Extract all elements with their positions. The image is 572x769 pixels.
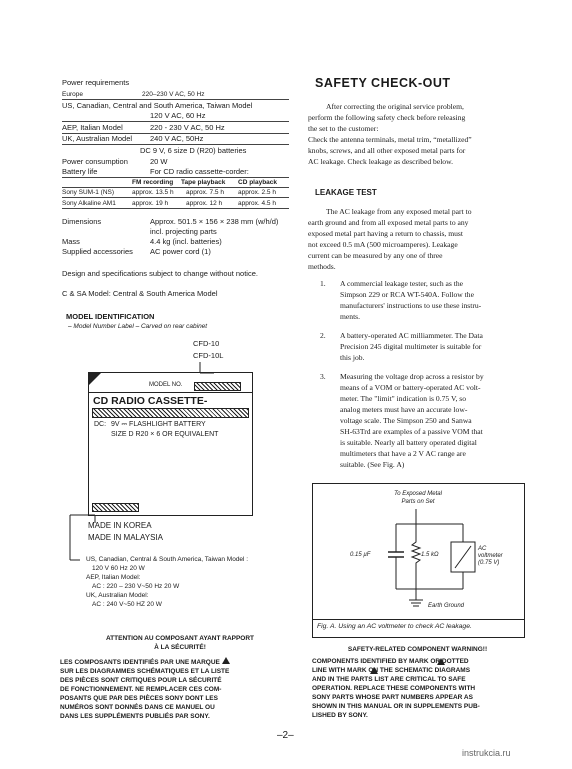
fig-top-1: To Exposed Metal xyxy=(394,491,442,497)
method-line: Simpson 229 or RCA WT-540A. Follow the xyxy=(340,290,474,299)
method-line: A commercial leakage tester, such as the xyxy=(340,279,464,288)
method-num: 1. xyxy=(320,279,326,288)
attention-line: DE FONCTIONNEMENT. NE REMPLACER CES COM- xyxy=(60,686,222,693)
spec-uk: UK, Australian Model xyxy=(62,134,133,143)
attention-line: NUMÉROS SONT DONNÉS DANS CE MANUEL OU xyxy=(60,704,215,711)
fig-voltmeter-label xyxy=(478,546,503,567)
label-uk: UK, Australian Model: xyxy=(86,592,149,599)
label-divider xyxy=(89,392,252,393)
model-cfd10l: CFD-10L xyxy=(193,351,224,360)
made-in-korea: MADE IN KOREA xyxy=(88,521,152,530)
method-item xyxy=(320,278,525,322)
method-line: is suitable. Nearly all battery operated digital xyxy=(340,438,477,447)
warning-line: COMPONENTS IDENTIFIED BY MARK OR DOTTED xyxy=(312,658,469,665)
label-uk-v: AC : 240 V~50 HZ 20 W xyxy=(92,601,162,608)
label-brand: CD RADIO CASSETTE- xyxy=(93,395,208,407)
intro-line: AC leakage. Check leakage as described below. xyxy=(308,157,453,166)
table-cell: approx. 7.5 h xyxy=(186,189,224,196)
intro-line: knobs, screws, and all other exposed metal parts for xyxy=(308,146,466,155)
intro-line: After correcting the original service problem, xyxy=(326,102,464,111)
intro-line: Check the antenna terminals, metal trim, “metallized” xyxy=(308,135,472,144)
warning-line: OPERATION. REPLACE THESE COMPONENTS WITH xyxy=(312,685,476,692)
table-head-tape: Tape playback xyxy=(181,179,226,186)
method-num: 3. xyxy=(320,372,326,381)
warning-triangle-icon xyxy=(222,657,230,664)
csa-note: C & SA Model: Central & South America Model xyxy=(62,289,218,298)
fig-earth-label: Earth Ground xyxy=(428,603,465,609)
spec-consumption: Power consumption xyxy=(62,157,128,166)
warning-body xyxy=(312,657,527,720)
power-title: Power requirements xyxy=(62,78,130,87)
leak-line: not exceed 0.5 mA (500 microamperes). Leakage xyxy=(308,240,458,249)
attention-line: DANS LES SUPPLÉMENTS PUBLIÉS PAR SONY. xyxy=(60,713,210,720)
leak-line: current can be measured by any one of three xyxy=(308,251,443,260)
spec-mass-val: 4.4 kg (incl. batteries) xyxy=(150,237,222,246)
method-line: Measuring the voltage drop across a resistor by xyxy=(340,372,484,381)
spec-battery: Battery life xyxy=(62,167,98,176)
method-line: A battery-operated AC milliammeter. The Data xyxy=(340,331,483,340)
label-dc-spec1: 9V ⎓ FLASHLIGHT BATTERY xyxy=(111,421,206,428)
spec-aep: AEP, Italian Model xyxy=(62,123,123,132)
spec-battery-val: For CD radio cassette-corder: xyxy=(150,167,249,176)
intro-line: the set to the customer: xyxy=(308,124,379,133)
table-cell: Sony SUM-1 (NS) xyxy=(62,189,115,196)
label-hatch-bar xyxy=(92,408,249,418)
warning-title: SAFETY-RELATED COMPONENT WARNING!! xyxy=(347,646,488,653)
leak-line: methods. xyxy=(308,262,336,271)
label-dc: DC: xyxy=(94,421,107,428)
attention-line: DES PIÈCES SONT CRITIQUES POUR LA SÉCURITÉ xyxy=(60,677,222,684)
fig-resistor-label: 1.5 kΩ xyxy=(421,552,439,558)
leak-line: The AC leakage from any exposed metal part to xyxy=(326,207,472,216)
method-line: SH-63Trd are examples of a passive VOM that xyxy=(340,427,483,436)
made-in-malaysia: MADE IN MALAYSIA xyxy=(88,533,163,542)
warning-line: SHOWN IN THIS MANUAL OR IN SUPPLEMENTS PUB- xyxy=(312,703,480,710)
model-label xyxy=(88,372,253,516)
method-item xyxy=(320,330,525,363)
spec-accessories-val: AC power cord (1) xyxy=(150,247,211,256)
spec-europe-val: 220–230 V AC, 50 Hz xyxy=(142,91,205,98)
model-no-hatch xyxy=(194,382,241,391)
attention-title-2: À LA SÉCURITÉ! xyxy=(154,644,206,651)
fig-capacitor-label: 0.15 µF xyxy=(350,552,371,558)
spec-dc: DC 9 V, 6 size D (R20) batteries xyxy=(140,146,247,155)
method-line: manufacturers' instructions to use these instru- xyxy=(340,301,482,310)
spec-dimensions-val: Approx. 501.5 × 156 × 238 mm (w/h/d) xyxy=(150,217,279,226)
fig-vv: (0.75 V) xyxy=(478,560,500,566)
fig-vm: voltmeter xyxy=(478,553,503,559)
model-label-note: – Model Number Label – Carved on rear cabinet xyxy=(68,323,208,330)
spec-mass: Mass xyxy=(62,237,80,246)
attention-title-1: ATTENTION AU COMPOSANT AYANT RAPPORT xyxy=(105,635,255,642)
spec-accessories: Supplied accessories xyxy=(62,247,133,256)
spec-consumption-val: 20 W xyxy=(150,157,168,166)
table-cell: approx. 19 h xyxy=(132,200,169,207)
spec-uk-val: 240 V AC, 50Hz xyxy=(150,134,204,143)
fig-caption: Fig. A. Using an AC voltmeter to check AC leakage. xyxy=(317,623,472,630)
spec-us: US, Canadian, Central and South America, Taiwan Model xyxy=(62,101,253,110)
fig-caption-divider xyxy=(313,619,524,620)
label-aep-v: AC : 220 – 230 V~50 Hz 20 W xyxy=(92,583,180,590)
method-line: means of a VOM or battery-operated AC volt- xyxy=(340,383,481,392)
table-cell: approx. 13.5 h xyxy=(132,189,174,196)
warning-line: SONY PARTS WHOSE PART NUMBERS APPEAR AS xyxy=(312,694,473,701)
attention-line: SUR LES DIAGRAMMES SCHÉMATIQUES ET LA LISTE xyxy=(60,668,230,675)
spec-dimensions-val2: incl. projecting parts xyxy=(150,227,217,236)
spec-europe: Europe xyxy=(62,91,83,98)
fig-top-2: Parts on Set xyxy=(401,499,435,505)
table-cell: approx. 12 h xyxy=(186,200,223,207)
attention-body xyxy=(60,657,300,721)
method-line: analog meters must have an accurate low- xyxy=(340,405,468,414)
table-head-cd: CD playback xyxy=(238,179,278,186)
method-line: multimeters that have a 2 V AC range are xyxy=(340,449,466,458)
warning-line: LINE WITH MARK ON THE SCHEMATIC DIAGRAMS xyxy=(312,667,471,674)
leak-line: exposed metal part having a return to chassis, must xyxy=(308,229,464,238)
warning-triangle-icon xyxy=(370,667,378,674)
method-line: Precision 245 digital multimeter is suitable for xyxy=(340,342,482,351)
attention-line: LES COMPOSANTS IDENTIFIÉS PAR UNE MARQUE xyxy=(60,657,300,667)
method-line: suitable. (See Fig. A) xyxy=(340,460,405,469)
warning-line: AND IN THE PARTS LIST ARE CRITICAL TO SAFE xyxy=(312,676,466,683)
label-corner-notch xyxy=(89,373,101,385)
figure-a xyxy=(312,483,525,638)
table-cell: Sony Alkaline AM1 xyxy=(62,200,116,207)
method-line: meter. The "limit" indication is 0.75 V, so xyxy=(340,394,467,403)
warning-line: LISHED BY SONY. xyxy=(312,712,368,719)
model-cfd10: CFD-10 xyxy=(193,339,220,348)
table-cell: approx. 4.5 h xyxy=(238,200,276,207)
design-note: Design and specifications subject to change without notice. xyxy=(62,269,258,278)
label-dc-spec2: SIZE D R20 × 6 OR EQUIVALENT xyxy=(111,431,219,438)
safety-title: SAFETY CHECK-OUT xyxy=(315,76,451,90)
safety-intro xyxy=(308,101,523,167)
method-item xyxy=(320,371,525,470)
warning-triangle-icon xyxy=(437,658,445,665)
label-aep: AEP, Italian Model: xyxy=(86,574,141,581)
label-us: US, Canadian, Central & South America, Taiwan Model : xyxy=(86,556,249,563)
method-line: voltage scale. The Simpson 250 and Sanwa xyxy=(340,416,472,425)
spec-us-val: 120 V AC, 60 Hz xyxy=(150,111,206,120)
method-num: 2. xyxy=(320,331,326,340)
label-us-v: 120 V 60 Hz 20 W xyxy=(92,565,145,572)
method-line: ments. xyxy=(340,312,361,321)
table-cell: approx. 2.5 h xyxy=(238,189,276,196)
model-id-title: MODEL IDENTIFICATION xyxy=(66,312,155,321)
intro-line: perform the following safety check before releasing xyxy=(308,113,466,122)
leakage-title: LEAKAGE TEST xyxy=(315,188,377,197)
page-number: –2– xyxy=(277,730,294,741)
method-list xyxy=(320,278,525,470)
method-line: this job. xyxy=(340,353,365,362)
table-head-fm: FM recording xyxy=(132,179,174,186)
spec-dimensions: Dimensions xyxy=(62,217,102,226)
leak-line: earth ground and from all exposed metal parts to any xyxy=(308,218,469,227)
spec-aep-val: 220 - 230 V AC, 50 Hz xyxy=(150,123,225,132)
watermark: instrukcia.ru xyxy=(462,748,511,758)
attention-line: POSANTS QUE PAR DES PIÈCES SONY DONT LES xyxy=(60,695,218,702)
fig-ac: AC xyxy=(478,546,487,552)
model-no-label: MODEL NO. xyxy=(149,382,183,388)
leakage-body xyxy=(308,206,523,272)
